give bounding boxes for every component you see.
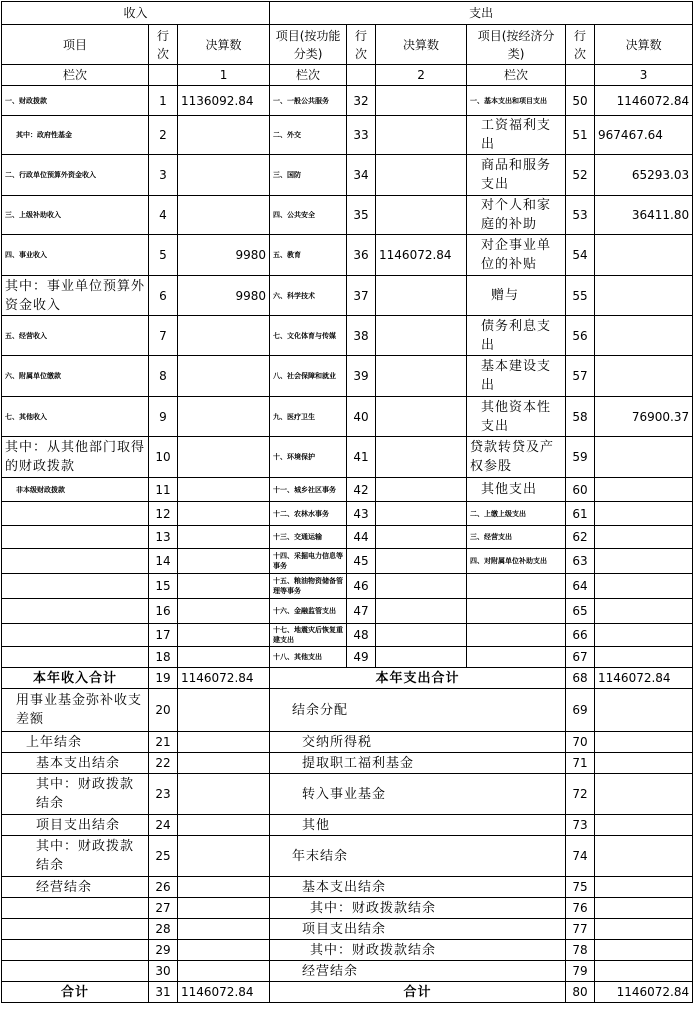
table-row [2, 437, 693, 478]
income-grand-total-amount: 1146072.84 [178, 982, 270, 1003]
func-rowno: 35 [347, 196, 376, 235]
income-rowno: 3 [149, 155, 178, 196]
func-item: 二、外交 [270, 116, 347, 155]
econ-amount [595, 624, 693, 647]
func-item: 六、科学技术 [270, 276, 347, 316]
func-amount [376, 549, 467, 574]
income-amount [178, 478, 270, 502]
income-amount [178, 624, 270, 647]
income-amount [178, 549, 270, 574]
table-row [2, 116, 693, 155]
func-item: 十六、金融监管支出 [270, 599, 347, 624]
income-item: 基本支出结余 [2, 753, 149, 774]
income-amount [178, 356, 270, 397]
col-index-1: 1 [178, 65, 270, 86]
income-item [2, 919, 149, 940]
income-amount [178, 316, 270, 356]
lanci-label: 栏次 [270, 65, 347, 86]
table-row [2, 836, 693, 877]
func-rowno: 44 [347, 526, 376, 549]
table-row [2, 689, 693, 732]
econ-amount: 967467.64 [595, 116, 693, 155]
col-header-amount: 决算数 [595, 25, 693, 65]
income-rowno: 20 [149, 689, 178, 732]
func-amount: 1146072.84 [376, 235, 467, 276]
func-amount [376, 196, 467, 235]
expenditure-year-total-amount: 1146072.84 [595, 668, 693, 689]
income-item: 七、其他收入 [2, 397, 149, 437]
econ-amount [595, 478, 693, 502]
empty-cell [347, 65, 376, 86]
expenditure-rowno: 76 [566, 898, 595, 919]
income-rowno: 16 [149, 599, 178, 624]
table-row [2, 732, 693, 753]
income-rowno: 15 [149, 574, 178, 599]
income-rowno: 10 [149, 437, 178, 478]
func-item: 四、公共安全 [270, 196, 347, 235]
income-rowno: 22 [149, 753, 178, 774]
econ-item: 一、基本支出和项目支出 [467, 86, 566, 116]
income-amount [178, 774, 270, 815]
func-item: 八、社会保障和就业 [270, 356, 347, 397]
table-row [2, 877, 693, 898]
func-item: 五、教育 [270, 235, 347, 276]
econ-amount [595, 235, 693, 276]
func-rowno: 36 [347, 235, 376, 276]
econ-amount: 65293.03 [595, 155, 693, 196]
econ-item: 三、经营支出 [467, 526, 566, 549]
income-amount: 1136092.84 [178, 86, 270, 116]
income-item: 其中：政府性基金 [2, 116, 149, 155]
econ-rowno: 59 [566, 437, 595, 478]
income-amount [178, 437, 270, 478]
income-item [2, 961, 149, 982]
income-item: 经营结余 [2, 877, 149, 898]
expenditure-grand-total-rowno: 80 [566, 982, 595, 1003]
table-row [2, 961, 693, 982]
income-rowno: 28 [149, 919, 178, 940]
col-header-func-item: 项目(按功能分类) [270, 25, 347, 65]
table-row [2, 774, 693, 815]
econ-amount [595, 437, 693, 478]
grand-total-row [2, 982, 693, 1003]
econ-item: 二、上缴上级支出 [467, 502, 566, 526]
expenditure-amount [595, 732, 693, 753]
expenditure-amount [595, 898, 693, 919]
func-amount [376, 599, 467, 624]
econ-item: 对个人和家庭的补助 [467, 196, 566, 235]
expenditure-amount [595, 689, 693, 732]
func-amount [376, 502, 467, 526]
econ-amount [595, 647, 693, 668]
econ-item: 赠与 [467, 276, 566, 316]
func-amount [376, 397, 467, 437]
econ-rowno: 50 [566, 86, 595, 116]
income-item [2, 898, 149, 919]
income-amount [178, 898, 270, 919]
income-amount [178, 574, 270, 599]
income-item [2, 549, 149, 574]
func-rowno: 38 [347, 316, 376, 356]
econ-rowno: 62 [566, 526, 595, 549]
econ-amount [595, 502, 693, 526]
col-header-amount: 决算数 [178, 25, 270, 65]
econ-item: 贷款转贷及产权参股 [467, 437, 566, 478]
income-item: 用事业基金弥补收支差额 [2, 689, 149, 732]
func-amount [376, 624, 467, 647]
expenditure-amount [595, 940, 693, 961]
income-amount [178, 502, 270, 526]
empty-cell [149, 65, 178, 86]
expenditure-item: 项目支出结余 [270, 919, 566, 940]
expenditure-year-total-rowno: 68 [566, 668, 595, 689]
income-amount [178, 961, 270, 982]
income-rowno: 6 [149, 276, 178, 316]
func-amount [376, 116, 467, 155]
func-rowno: 40 [347, 397, 376, 437]
func-amount [376, 86, 467, 116]
col-header-amount: 决算数 [376, 25, 467, 65]
year-total-row [2, 668, 693, 689]
table-row [2, 356, 693, 397]
income-rowno: 24 [149, 815, 178, 836]
income-amount [178, 940, 270, 961]
econ-rowno: 53 [566, 196, 595, 235]
table-row [2, 599, 693, 624]
econ-rowno: 66 [566, 624, 595, 647]
func-amount [376, 316, 467, 356]
func-rowno: 34 [347, 155, 376, 196]
func-rowno: 42 [347, 478, 376, 502]
table-row [2, 86, 693, 116]
section-header-row [2, 2, 693, 25]
econ-rowno: 52 [566, 155, 595, 196]
econ-item [467, 574, 566, 599]
col-index-3: 3 [595, 65, 693, 86]
col-header-rowno: 行次 [149, 25, 178, 65]
econ-rowno: 51 [566, 116, 595, 155]
income-rowno: 5 [149, 235, 178, 276]
expenditure-amount [595, 815, 693, 836]
income-rowno: 9 [149, 397, 178, 437]
final-accounts-table [1, 1, 693, 1003]
econ-amount: 1146072.84 [595, 86, 693, 116]
econ-rowno: 58 [566, 397, 595, 437]
income-rowno: 29 [149, 940, 178, 961]
func-amount [376, 155, 467, 196]
income-item: 四、事业收入 [2, 235, 149, 276]
func-rowno: 45 [347, 549, 376, 574]
income-rowno: 23 [149, 774, 178, 815]
econ-amount [595, 574, 693, 599]
func-rowno: 37 [347, 276, 376, 316]
income-rowno: 17 [149, 624, 178, 647]
income-rowno: 25 [149, 836, 178, 877]
econ-amount [595, 526, 693, 549]
col-header-item: 项目 [2, 25, 149, 65]
table-row [2, 235, 693, 276]
expenditure-section-title: 支出 [270, 2, 693, 25]
lanci-label: 栏次 [467, 65, 566, 86]
func-amount [376, 574, 467, 599]
econ-rowno: 65 [566, 599, 595, 624]
income-item: 非本级财政拨款 [2, 478, 149, 502]
func-item: 十四、采掘电力信息等事务 [270, 549, 347, 574]
table-row [2, 478, 693, 502]
expenditure-amount [595, 877, 693, 898]
func-item: 一、一般公共服务 [270, 86, 347, 116]
expenditure-amount [595, 961, 693, 982]
income-amount [178, 599, 270, 624]
income-rowno: 13 [149, 526, 178, 549]
income-amount [178, 155, 270, 196]
col-header-rowno: 行次 [347, 25, 376, 65]
table-row [2, 526, 693, 549]
expenditure-item: 其他 [270, 815, 566, 836]
income-year-total-rowno: 19 [149, 668, 178, 689]
func-amount [376, 356, 467, 397]
econ-rowno: 60 [566, 478, 595, 502]
econ-rowno: 56 [566, 316, 595, 356]
func-item: 三、国防 [270, 155, 347, 196]
func-item: 七、文化体育与传媒 [270, 316, 347, 356]
expenditure-item: 提取职工福利基金 [270, 753, 566, 774]
expenditure-item: 其中：财政拨款结余 [270, 940, 566, 961]
expenditure-item: 基本支出结余 [270, 877, 566, 898]
econ-item [467, 624, 566, 647]
func-item: 九、医疗卫生 [270, 397, 347, 437]
func-rowno: 41 [347, 437, 376, 478]
income-item: 其中：财政拨款结余 [2, 774, 149, 815]
func-amount [376, 437, 467, 478]
econ-rowno: 61 [566, 502, 595, 526]
econ-rowno: 54 [566, 235, 595, 276]
expenditure-rowno: 72 [566, 774, 595, 815]
income-rowno: 4 [149, 196, 178, 235]
econ-rowno: 67 [566, 647, 595, 668]
table-row [2, 753, 693, 774]
econ-amount [595, 276, 693, 316]
income-item: 其中：从其他部门取得的财政拨款 [2, 437, 149, 478]
income-rowno: 26 [149, 877, 178, 898]
col-index-2: 2 [376, 65, 467, 86]
expenditure-amount [595, 774, 693, 815]
expenditure-amount [595, 919, 693, 940]
econ-amount [595, 549, 693, 574]
income-rowno: 1 [149, 86, 178, 116]
func-rowno: 32 [347, 86, 376, 116]
econ-item: 其他支出 [467, 478, 566, 502]
income-item: 三、上级补助收入 [2, 196, 149, 235]
expenditure-item: 经营结余 [270, 961, 566, 982]
table-row [2, 919, 693, 940]
income-item: 其中：财政拨款结余 [2, 836, 149, 877]
func-item: 十二、农林水事务 [270, 502, 347, 526]
table-row [2, 155, 693, 196]
expenditure-item: 其中：财政拨款结余 [270, 898, 566, 919]
expenditure-amount [595, 836, 693, 877]
table-row [2, 276, 693, 316]
econ-item: 商品和服务支出 [467, 155, 566, 196]
income-rowno: 7 [149, 316, 178, 356]
income-amount [178, 753, 270, 774]
income-item [2, 574, 149, 599]
econ-amount [595, 599, 693, 624]
table-row [2, 549, 693, 574]
expenditure-rowno: 71 [566, 753, 595, 774]
econ-rowno: 57 [566, 356, 595, 397]
income-amount [178, 526, 270, 549]
econ-item: 工资福利支出 [467, 116, 566, 155]
table-row [2, 196, 693, 235]
expenditure-rowno: 74 [566, 836, 595, 877]
func-rowno: 33 [347, 116, 376, 155]
func-amount [376, 478, 467, 502]
income-grand-total-rowno: 31 [149, 982, 178, 1003]
econ-item: 其他资本性支出 [467, 397, 566, 437]
table-row [2, 815, 693, 836]
income-item: 六、附属单位缴款 [2, 356, 149, 397]
econ-amount [595, 316, 693, 356]
table-row [2, 316, 693, 356]
income-item [2, 624, 149, 647]
expenditure-rowno: 77 [566, 919, 595, 940]
econ-amount: 36411.80 [595, 196, 693, 235]
col-header-econ-item: 项目(按经济分类) [467, 25, 566, 65]
func-item: 十三、交通运输 [270, 526, 347, 549]
func-amount [376, 526, 467, 549]
income-amount [178, 397, 270, 437]
income-year-total-label: 本年收入合计 [2, 668, 149, 689]
table-row [2, 624, 693, 647]
income-section-title: 收入 [2, 2, 270, 25]
lanci-label: 栏次 [2, 65, 149, 86]
expenditure-rowno: 79 [566, 961, 595, 982]
income-year-total-amount: 1146072.84 [178, 668, 270, 689]
income-amount [178, 732, 270, 753]
func-rowno: 46 [347, 574, 376, 599]
expenditure-rowno: 78 [566, 940, 595, 961]
income-rowno: 8 [149, 356, 178, 397]
income-amount [178, 919, 270, 940]
empty-cell [566, 65, 595, 86]
income-item [2, 502, 149, 526]
table-row [2, 898, 693, 919]
expenditure-grand-total-label: 合计 [270, 982, 566, 1003]
econ-item [467, 599, 566, 624]
func-rowno: 49 [347, 647, 376, 668]
expenditure-rowno: 70 [566, 732, 595, 753]
income-amount [178, 836, 270, 877]
income-amount [178, 196, 270, 235]
income-rowno: 27 [149, 898, 178, 919]
income-rowno: 12 [149, 502, 178, 526]
econ-item: 对企事业单位的补贴 [467, 235, 566, 276]
income-item: 五、经营收入 [2, 316, 149, 356]
econ-rowno: 64 [566, 574, 595, 599]
expenditure-item: 转入事业基金 [270, 774, 566, 815]
income-item: 二、行政单位预算外资金收入 [2, 155, 149, 196]
func-rowno: 43 [347, 502, 376, 526]
income-amount [178, 877, 270, 898]
income-rowno: 21 [149, 732, 178, 753]
income-item [2, 940, 149, 961]
column-header-row [2, 25, 693, 65]
table-row [2, 502, 693, 526]
income-rowno: 14 [149, 549, 178, 574]
econ-item: 债务利息支出 [467, 316, 566, 356]
income-amount [178, 116, 270, 155]
table-row [2, 647, 693, 668]
income-amount [178, 689, 270, 732]
func-item: 十八、其他支出 [270, 647, 347, 668]
income-rowno: 30 [149, 961, 178, 982]
income-rowno: 2 [149, 116, 178, 155]
expenditure-rowno: 69 [566, 689, 595, 732]
expenditure-rowno: 73 [566, 815, 595, 836]
expenditure-year-total-label: 本年支出合计 [270, 668, 566, 689]
func-amount [376, 276, 467, 316]
econ-item: 四、对附属单位补助支出 [467, 549, 566, 574]
income-rowno: 11 [149, 478, 178, 502]
func-rowno: 39 [347, 356, 376, 397]
income-item: 一、财政拨款 [2, 86, 149, 116]
table-row [2, 940, 693, 961]
column-index-row [2, 65, 693, 86]
econ-item: 基本建设支出 [467, 356, 566, 397]
income-item [2, 526, 149, 549]
econ-item [467, 647, 566, 668]
income-grand-total-label: 合计 [2, 982, 149, 1003]
income-item: 上年结余 [2, 732, 149, 753]
income-amount [178, 647, 270, 668]
income-amount: 9980 [178, 276, 270, 316]
func-item: 十七、地震灾后恢复重建支出 [270, 624, 347, 647]
income-item [2, 599, 149, 624]
income-amount: 9980 [178, 235, 270, 276]
econ-amount [595, 356, 693, 397]
income-rowno: 18 [149, 647, 178, 668]
income-amount [178, 815, 270, 836]
econ-rowno: 63 [566, 549, 595, 574]
func-item: 十五、粮油物资储备管理等事务 [270, 574, 347, 599]
expenditure-item: 交纳所得税 [270, 732, 566, 753]
income-item: 项目支出结余 [2, 815, 149, 836]
func-item: 十一、城乡社区事务 [270, 478, 347, 502]
expenditure-grand-total-amount: 1146072.84 [595, 982, 693, 1003]
col-header-rowno: 行次 [566, 25, 595, 65]
table-row [2, 397, 693, 437]
func-amount [376, 647, 467, 668]
econ-rowno: 55 [566, 276, 595, 316]
func-rowno: 48 [347, 624, 376, 647]
income-item [2, 647, 149, 668]
func-rowno: 47 [347, 599, 376, 624]
expenditure-amount [595, 753, 693, 774]
table-row [2, 574, 693, 599]
expenditure-rowno: 75 [566, 877, 595, 898]
income-item: 其中：事业单位预算外资金收入 [2, 276, 149, 316]
func-item: 十、环境保护 [270, 437, 347, 478]
econ-amount: 76900.37 [595, 397, 693, 437]
expenditure-item: 结余分配 [270, 689, 566, 732]
expenditure-item: 年末结余 [270, 836, 566, 877]
